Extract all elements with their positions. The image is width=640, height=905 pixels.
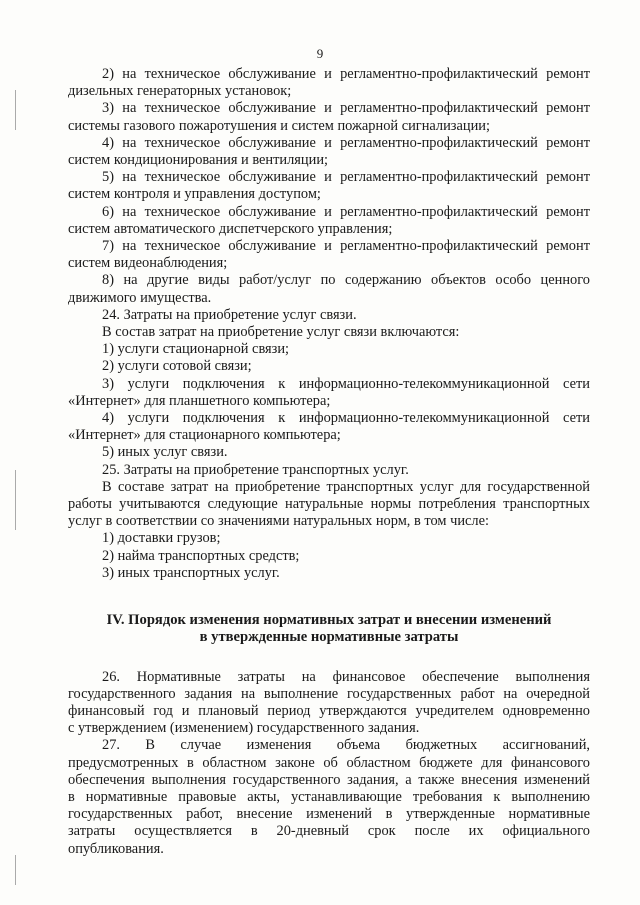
list-item-first-line: 4) на техническое обслуживание и регламентно-профилактический ремонт bbox=[102, 134, 590, 151]
paragraph-line: затраты осуществляется в 20-дневный срок после их официального bbox=[68, 823, 590, 840]
list-item-first-line: 5) на техническое обслуживание и регламентно-профилактический ремонт bbox=[102, 169, 590, 186]
list-item-continuation: «Интернет» для стационарного компьютера; bbox=[68, 427, 341, 444]
list-item: 2) услуги сотовой связи; bbox=[102, 358, 252, 375]
list-item-continuation: «Интернет» для планшетного компьютера; bbox=[68, 392, 331, 409]
document-body bbox=[68, 66, 590, 858]
scan-edge-mark bbox=[15, 855, 16, 885]
paragraph-line: В составе затрат на приобретение транспортных услуг для государственной bbox=[102, 478, 590, 495]
paragraph-25: 25. Затраты на приобретение транспортных услуг. bbox=[102, 461, 409, 478]
section-heading-line: в утвержденные нормативные затраты bbox=[199, 629, 459, 646]
paragraph-line: работы учитываются следующие натуральные нормы потребления транспортных bbox=[68, 496, 590, 513]
paragraph-line: опубликования. bbox=[68, 840, 164, 857]
paragraph-24: 24. Затраты на приобретение услуг связи. bbox=[102, 306, 357, 323]
paragraph-line: государственного задания на выполнение государственных работ на очередной bbox=[68, 685, 590, 702]
paragraph-line: финансовый год и плановый период утверждаются учредителем одновременно bbox=[68, 702, 590, 719]
list-item-continuation: систем кондиционирования и вентиляции; bbox=[68, 152, 329, 169]
list-item: 2) найма транспортных средств; bbox=[102, 547, 300, 564]
list-item-continuation: системы газового пожаротушения и систем пожарной сигнализации; bbox=[68, 117, 490, 134]
list-item: 3) иных транспортных услуг. bbox=[102, 564, 280, 581]
paragraph-line: 27. В случае изменения объема бюджетных ассигнований, bbox=[102, 737, 590, 754]
list-item-continuation: систем видеонаблюдения; bbox=[68, 255, 228, 272]
list-item-continuation: систем автоматического диспетчерского управления; bbox=[68, 220, 393, 237]
maintenance-list bbox=[68, 66, 590, 307]
list-item-first-line: 3) на техническое обслуживание и регламентно-профилактический ремонт bbox=[102, 100, 590, 117]
paragraph-line: предусмотренных в областном законе об областном бюджете для финансового bbox=[68, 754, 590, 771]
list-item-first-line: 7) на техническое обслуживание и регламентно-профилактический ремонт bbox=[102, 238, 590, 255]
list-item: 1) доставки грузов; bbox=[102, 530, 221, 547]
list-item-continuation: дизельных генераторных установок; bbox=[68, 83, 292, 100]
paragraph-24-intro: В состав затрат на приобретение услуг связи включаются: bbox=[102, 324, 460, 341]
paragraph-line: в нормативные правовые акты, устанавливающие требования к выполнению bbox=[68, 788, 590, 805]
list-item-first-line: 2) на техническое обслуживание и регламентно-профилактический ремонт bbox=[102, 66, 590, 82]
paragraph-line: 26. Нормативные затраты на финансовое обеспечение выполнения bbox=[102, 668, 590, 685]
paragraph-line: государственных работ, внесение изменений в утвержденные нормативные bbox=[68, 806, 590, 823]
section-heading bbox=[68, 612, 590, 646]
page-number: 9 bbox=[316, 46, 324, 61]
list-item-first-line: 6) на техническое обслуживание и регламентно-профилактический ремонт bbox=[102, 203, 590, 220]
list-item-first-line: 4) услуги подключения к информационно-телекоммуникационной сети bbox=[102, 410, 590, 427]
list-item-first-line: 3) услуги подключения к информационно-телекоммуникационной сети bbox=[102, 375, 590, 392]
section-heading-line: IV. Порядок изменения нормативных затрат и внесении изменений bbox=[106, 612, 552, 629]
paragraph-line: обеспечения выполнения государственного задания, а также внесения изменений bbox=[68, 771, 590, 788]
list-item-first-line: 8) на другие виды работ/услуг по содержанию объектов особо ценного bbox=[102, 272, 590, 289]
list-item-continuation: движимого имущества. bbox=[68, 289, 212, 306]
paragraph-line: с утверждением (изменением) государственного задания. bbox=[68, 720, 420, 737]
list-item-continuation: систем контроля и управления доступом; bbox=[68, 186, 321, 203]
paragraph-line: услуг в соответствии со значениями натуральных норм, в том числе: bbox=[68, 513, 490, 530]
list-item: 1) услуги стационарной связи; bbox=[102, 341, 290, 358]
scan-edge-mark bbox=[15, 90, 16, 130]
scan-edge-mark bbox=[15, 470, 16, 530]
list-item: 5) иных услуг связи. bbox=[102, 444, 228, 461]
